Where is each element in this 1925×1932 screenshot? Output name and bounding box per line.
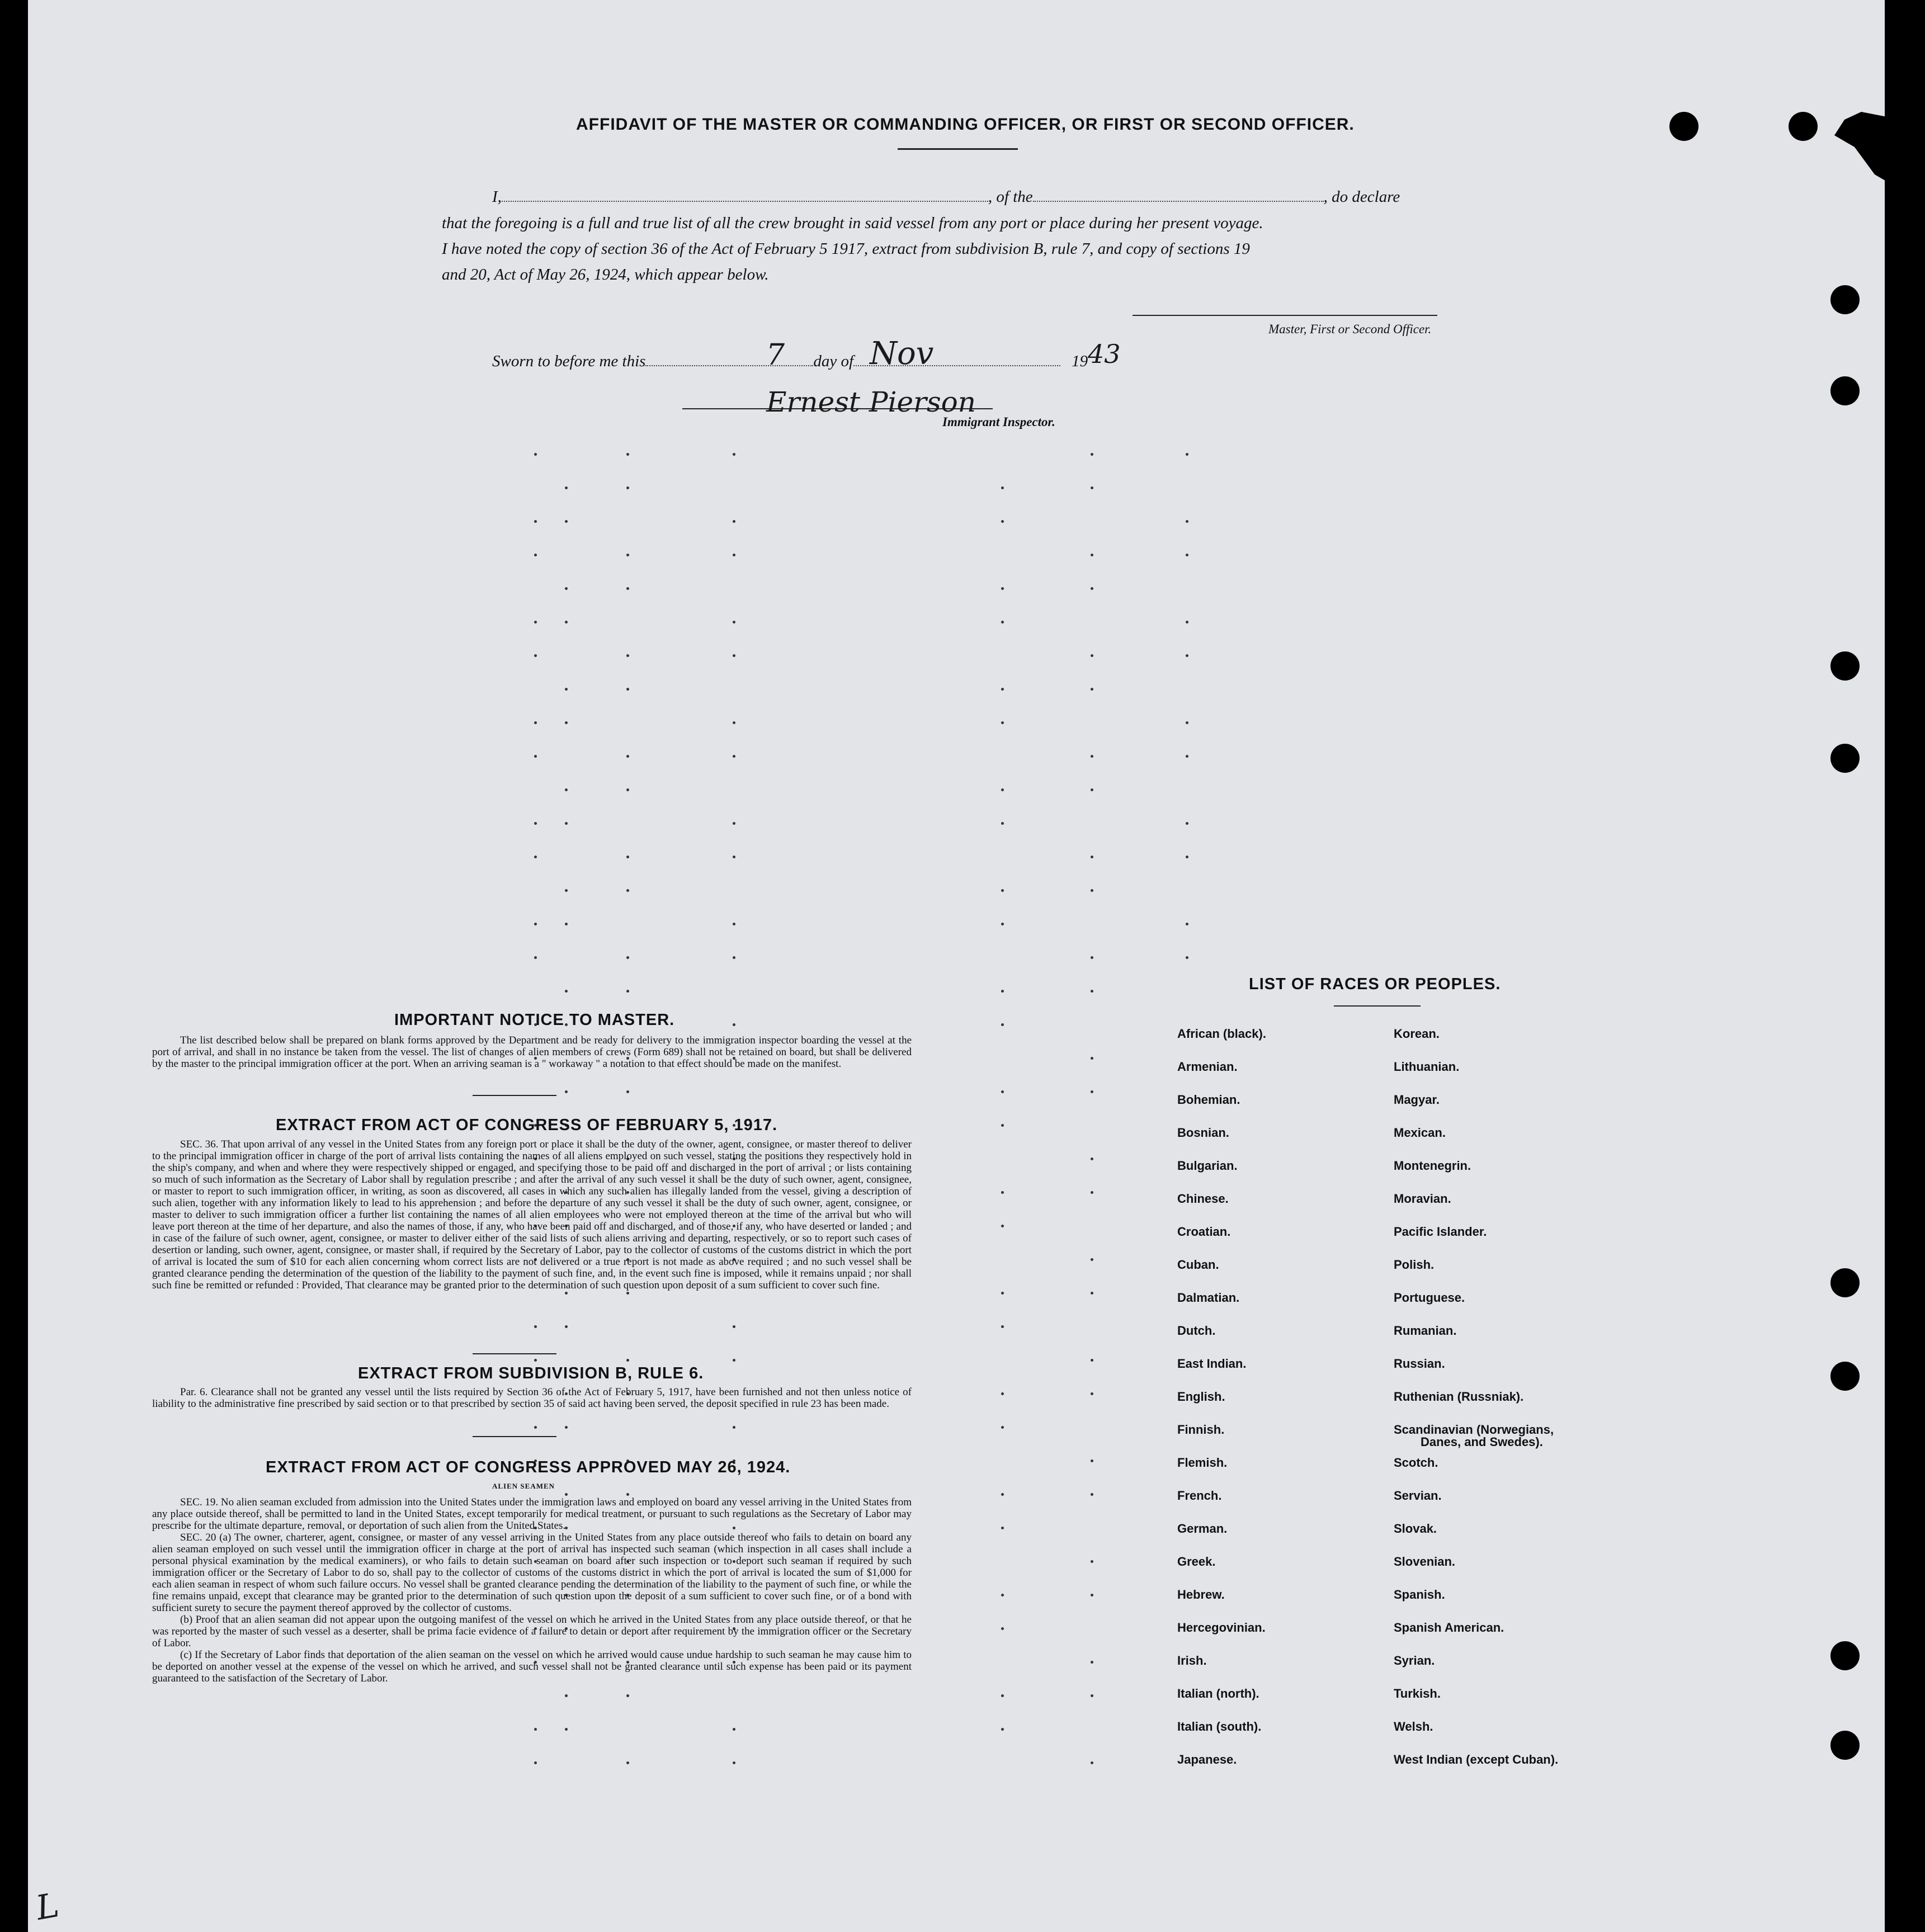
dot: [1186, 822, 1188, 825]
dot: [1186, 554, 1188, 556]
dot: [1001, 1426, 1004, 1429]
races-title-rule: [1334, 1005, 1421, 1007]
dot: [626, 755, 629, 758]
dot: [1091, 1493, 1093, 1496]
dot: [1091, 788, 1093, 791]
race-item: Irish.: [1177, 1654, 1207, 1668]
dot: [1001, 1493, 1004, 1496]
dot: [1091, 1661, 1093, 1664]
dot: [1091, 1090, 1093, 1093]
race-item: Bulgarian.: [1177, 1159, 1238, 1173]
dot: [1001, 923, 1004, 925]
affidavit-line-1: [442, 188, 1400, 206]
dot: [626, 1292, 629, 1295]
dot: [1001, 1728, 1004, 1731]
dot: [1091, 1694, 1093, 1697]
race-item: Spanish American.: [1394, 1621, 1504, 1635]
sworn-month-handwritten: Nov: [870, 336, 934, 372]
dot: [1091, 956, 1093, 959]
race-item: Servian.: [1394, 1489, 1442, 1503]
dot: [1091, 1761, 1093, 1764]
dot: [1001, 889, 1004, 892]
dot: [626, 1090, 629, 1093]
affidavit-line-3: I have noted the copy of section 36 of the Act of February 5 1917, extract from subdivision B, rule 7, and copy of sections 19: [442, 240, 1250, 258]
dot: [534, 1728, 537, 1731]
dot: [534, 1359, 537, 1362]
dot: [565, 990, 568, 993]
dot: [1091, 1359, 1093, 1362]
affidavit-line-4: and 20, Act of May 26, 1924, which appear below.: [442, 266, 769, 284]
dot: [1091, 1560, 1093, 1563]
race-item: Armenian.: [1177, 1060, 1238, 1074]
punch-hole-icon: [1830, 1641, 1860, 1670]
dot: [1091, 889, 1093, 892]
dot: [1091, 1057, 1093, 1060]
dot: [1186, 956, 1188, 959]
race-item: Bohemian.: [1177, 1093, 1240, 1107]
dot: [534, 856, 537, 858]
races-title: LIST OF RACES OR PEOPLES.: [1249, 975, 1501, 993]
race-item: Scandinavian (Norwegians,: [1394, 1423, 1554, 1437]
sworn-line: [492, 352, 1088, 371]
race-item: Lithuanian.: [1394, 1060, 1460, 1074]
dot: [565, 688, 568, 691]
race-item: Polish.: [1394, 1258, 1435, 1272]
dot: [733, 721, 735, 724]
race-item: Slovenian.: [1394, 1555, 1456, 1569]
dot: [733, 1023, 735, 1026]
race-item: Syrian.: [1394, 1654, 1435, 1668]
dot: [565, 587, 568, 590]
dot: [733, 1325, 735, 1328]
dot: [534, 956, 537, 959]
race-item: Hercegovinian.: [1177, 1621, 1266, 1635]
dot: [733, 956, 735, 959]
race-item: African (black).: [1177, 1027, 1266, 1041]
dot: [534, 654, 537, 657]
dot: [1001, 1124, 1004, 1127]
rule-6-title: EXTRACT FROM SUBDIVISION B, RULE 6.: [358, 1364, 704, 1382]
year-prefix: 19: [1072, 352, 1088, 370]
dot: [565, 923, 568, 925]
dot: [1091, 554, 1093, 556]
dot: [534, 755, 537, 758]
rule-6-body: Par. 6. Clearance shall not be granted any vessel until the lists required by Section 36 of the Act of February 5, 1917, have been furnished and not then unless notice of liability to the administrative fine prescribed by said section or to that prescribed by section 35 of said act having been served, the deposit specified in rule 23 has been made.: [152, 1386, 912, 1410]
punch-hole-icon: [1789, 112, 1818, 141]
affidavit-i: I,: [492, 188, 502, 206]
dot: [534, 1426, 537, 1429]
dot: [534, 621, 537, 623]
race-item: Montenegrin.: [1394, 1159, 1471, 1173]
dot: [626, 1694, 629, 1697]
dot: [1186, 923, 1188, 925]
dot: [565, 1292, 568, 1295]
race-item: Cuban.: [1177, 1258, 1219, 1272]
master-caption: Master, First or Second Officer.: [1268, 322, 1432, 336]
race-item: Dutch.: [1177, 1324, 1216, 1338]
dot: [565, 1694, 568, 1697]
race-item: Scotch.: [1394, 1456, 1438, 1470]
race-item: Spanish.: [1394, 1588, 1445, 1602]
dot: [1186, 520, 1188, 523]
dot: [733, 1761, 735, 1764]
dot: [626, 486, 629, 489]
inspector-caption: Immigrant Inspector.: [942, 415, 1055, 429]
dot: [1186, 856, 1188, 858]
race-item: Bosnian.: [1177, 1126, 1229, 1140]
punch-hole-icon: [1830, 285, 1860, 314]
dot: [733, 755, 735, 758]
dot: [626, 788, 629, 791]
dot: [565, 1728, 568, 1731]
dot: [1091, 1258, 1093, 1261]
race-item: Slovak.: [1394, 1522, 1437, 1536]
race-item: Turkish.: [1394, 1687, 1441, 1700]
dot: [733, 621, 735, 623]
race-item: Italian (north).: [1177, 1687, 1259, 1700]
dot: [565, 889, 568, 892]
affidavit-title: AFFIDAVIT OF THE MASTER OR COMMANDING OFFICER, OR FIRST OR SECOND OFFICER.: [576, 115, 1355, 134]
punch-hole-icon: [1830, 744, 1860, 773]
dot: [626, 1761, 629, 1764]
extract-1924-body: SEC. 19. No alien seaman excluded from admission into the United States under the immigration laws and employed on board any vessel arriving in the United States from any place outside thereof, shall be permitted to land in the United States, except temporarily for medical treatment, or pursuant to such regulations as the Secretary of Labor may prescribe for the ultimate departure, removal, or deportation of such alien from the United States. SEC. 20 (a) The owner, charterer, agent, consignee, or master of any vessel arriving in the United States from any place outside thereof who fails to detain on board any alien seaman employed on such vessel until the immigration officer in charge at the port of arrival has inspected such seaman (which inspection in all cases shall include a personal physical examination by the medical examiners), or who fails to detain such seaman on board after such inspection or to deport such seaman if required by such immigration officer or the Secretary of Labor to do so, shall pay to the collector of customs of the customs district in which the port of arrival is located the sum of $1,000 for each alien seaman in respect of whom such failure occurs. No vessel shall be granted clearance pending the determination of the liability to the payment of such fine, or while the fine remains unpaid, except that clearance may be granted prior to the determination of such question upon the deposit of a sum sufficient to cover such fine, or of a bond with sufficient surety to secure the payment thereof approved by the collector of customs. (b) Proof that an alien seaman did not appear upon the outgoing manifest of the vessel on which he arrived in the United States from any place outside thereof, or that he was reported by the master of such vessel as a deserter, shall be prima facie evidence of a failure to detain or deport after requirement by the immigration officer or the Secretary of Labor. (c) If the Secretary of Labor finds that deportation of the alien seaman on the vessel on which he arrived would cause undue hardship to such seaman he may cause him to be deported on another vessel at the expense of the vessel on which he arrived, and such vessel shall not be granted clearance until such expense has been paid or its payment guaranteed to the satisfaction of the Secretary of Labor.: [152, 1496, 912, 1684]
dot: [1186, 721, 1188, 724]
affidavit-do-declare: , do declare: [1323, 188, 1400, 206]
dot: [733, 923, 735, 925]
dot: [626, 1493, 629, 1496]
race-item: Italian (south).: [1177, 1720, 1262, 1733]
dot: [1001, 822, 1004, 825]
dot: [1091, 990, 1093, 993]
dot: [1001, 1627, 1004, 1630]
margin-mark: L: [33, 1886, 62, 1928]
affidavit-line-2: that the foregoing is a full and true list of all the crew brought in said vessel from any port or place during her present voyage.: [442, 214, 1263, 232]
dot: [565, 1493, 568, 1496]
notice-rule: [473, 1095, 556, 1096]
extract-1917-title: EXTRACT FROM ACT OF CONGRESS OF FEBRUARY 5, 1917.: [276, 1116, 778, 1134]
race-item: Welsh.: [1394, 1720, 1433, 1733]
race-item: Dalmatian.: [1177, 1291, 1240, 1305]
dot: [1001, 1594, 1004, 1596]
dot: [626, 453, 629, 456]
race-item: Finnish.: [1177, 1423, 1225, 1437]
dot: [534, 554, 537, 556]
dot: [1091, 1292, 1093, 1295]
sworn-day-handwritten: 7: [766, 338, 785, 372]
inspector-signature: Ernest Pierson: [766, 386, 976, 418]
dot: [1001, 486, 1004, 489]
dot: [1186, 621, 1188, 623]
race-item: Portuguese.: [1394, 1291, 1465, 1305]
dot: [1091, 1392, 1093, 1395]
race-item: East Indian.: [1177, 1357, 1247, 1371]
dot: [1001, 688, 1004, 691]
punch-hole-icon: [1830, 1268, 1860, 1297]
dot: [733, 856, 735, 858]
extract-1924-title: EXTRACT FROM ACT OF CONGRESS APPROVED MAY 26, 1924.: [266, 1458, 791, 1476]
affidavit-of-the: , of the: [988, 188, 1033, 206]
race-item: Hebrew.: [1177, 1588, 1225, 1602]
dot: [1001, 990, 1004, 993]
notice-body: The list described below shall be prepared on blank forms approved by the Department and be ready for delivery to the immigration inspector boarding the vessel at the port of arrival, and shall in no instance be taken from the vessel. The list of changes of alien members of crews (Form 689) shall not be retained on board, but shall be delivered by the master to the principal immigration officer at the port. When an arriving seaman is a " workaway " a notation to that effect should be made on the manifest.: [152, 1035, 912, 1070]
dot: [534, 1761, 537, 1764]
vessel-blank: [1033, 190, 1324, 202]
day-of-label: day of: [813, 352, 854, 370]
sworn-label: Sworn to before me this: [492, 352, 646, 370]
dot: [1091, 1594, 1093, 1596]
dot: [565, 822, 568, 825]
dot: [733, 453, 735, 456]
dot: [1001, 1023, 1004, 1026]
dot: [626, 554, 629, 556]
dot: [534, 520, 537, 523]
dot: [1091, 486, 1093, 489]
dot: [565, 1090, 568, 1093]
dot: [1091, 1459, 1093, 1462]
race-item: French.: [1177, 1489, 1222, 1503]
race-item: Mexican.: [1394, 1126, 1446, 1140]
race-item: Greek.: [1177, 1555, 1216, 1569]
race-item: English.: [1177, 1390, 1225, 1404]
race-item: German.: [1177, 1522, 1228, 1536]
race-item: Korean.: [1394, 1027, 1440, 1041]
dot: [1091, 453, 1093, 456]
dot: [1091, 856, 1093, 858]
dot: [626, 856, 629, 858]
dot: [1186, 654, 1188, 657]
dot: [1186, 755, 1188, 758]
punch-hole-icon: [1830, 1362, 1860, 1391]
dot: [565, 1426, 568, 1429]
dot: [733, 822, 735, 825]
dot: [1001, 1090, 1004, 1093]
dot: [733, 1728, 735, 1731]
dot: [626, 990, 629, 993]
dot: [1001, 1325, 1004, 1328]
race-item: Croatian.: [1177, 1225, 1231, 1239]
dot: [1091, 688, 1093, 691]
punch-hole-icon: [1830, 376, 1860, 405]
punch-hole-icon: [1669, 112, 1698, 141]
alien-seamen-subtitle: ALIEN SEAMEN: [492, 1482, 555, 1490]
dot: [626, 654, 629, 657]
dot: [534, 923, 537, 925]
dot: [1001, 520, 1004, 523]
dot: [565, 788, 568, 791]
notice-title: IMPORTANT NOTICE TO MASTER.: [394, 1011, 675, 1029]
dot: [1001, 1392, 1004, 1395]
dot: [1001, 621, 1004, 623]
title-underline: [898, 148, 1018, 150]
dot: [1001, 587, 1004, 590]
dot: [565, 1325, 568, 1328]
dot: [1001, 1191, 1004, 1194]
dot: [565, 621, 568, 623]
year-suffix-handwritten: 43: [1088, 339, 1121, 369]
dot: [626, 587, 629, 590]
dot: [1091, 755, 1093, 758]
dot: [733, 1426, 735, 1429]
dot: [1001, 1527, 1004, 1529]
race-item: Japanese.: [1177, 1753, 1237, 1766]
dot: [1091, 587, 1093, 590]
race-item: Rumanian.: [1394, 1324, 1457, 1338]
extract-1917-rule: [473, 1353, 556, 1354]
dot: [1001, 1225, 1004, 1227]
dot: [626, 1359, 629, 1362]
dot: [534, 1325, 537, 1328]
dot: [565, 520, 568, 523]
dot: [1001, 788, 1004, 791]
master-signature-line: [1133, 315, 1437, 316]
race-item: Russian.: [1394, 1357, 1445, 1371]
dot: [733, 554, 735, 556]
punch-hole-icon: [1830, 1731, 1860, 1760]
race-item: West Indian (except Cuban).: [1394, 1753, 1559, 1766]
punch-hole-icon: [1830, 651, 1860, 681]
dot: [534, 822, 537, 825]
dot: [534, 453, 537, 456]
dot: [1001, 1292, 1004, 1295]
race-item: Pacific Islander.: [1394, 1225, 1487, 1239]
race-item: Moravian.: [1394, 1192, 1451, 1206]
dot: [1091, 654, 1093, 657]
dot: [1001, 721, 1004, 724]
dot: [565, 721, 568, 724]
rule-6-rule: [473, 1436, 556, 1437]
dot: [626, 889, 629, 892]
dot: [626, 956, 629, 959]
dot: [733, 520, 735, 523]
dot: [534, 721, 537, 724]
race-item: Magyar.: [1394, 1093, 1440, 1107]
race-item: Danes, and Swedes).: [1421, 1435, 1543, 1449]
race-item: Flemish.: [1177, 1456, 1228, 1470]
race-item: Ruthenian (Russniak).: [1394, 1390, 1524, 1404]
dot: [1001, 1694, 1004, 1697]
race-item: Chinese.: [1177, 1192, 1229, 1206]
dot: [1186, 453, 1188, 456]
extract-1917-body: SEC. 36. That upon arrival of any vessel in the United States from any foreign port or place it shall be the duty of the owner, agent, consignee, or master thereof to deliver to the principal immigration officer in charge of the port of arrival lists containing the names of all aliens employed on such vessel, stating the positions they respectively hold in the ship's company, and when and where they were respectively shipped or engaged, and specifying those to be paid off and discharged in the port of arrival ; or lists containing so much of such information as the Secretary of Labor shall by regulation prescribe ; and after the arrival of any such vessel it shall be the duty of such owner, agent, consignee, or master to report to such immigration officer, in writing, as soon as discovered, all cases in which any such alien has illegally landed from the vessel, giving a description of such alien, together with any information likely to lead to his apprehension ; and before the departure of any such vessel it shall be the duty of such owner, agent, consignee, or master to deliver to such immigration officer a further list containing the names of all alien employees who were not employed thereon at the time of the arrival but who will leave port thereon at the time of her departure, and also the names of those, if any, who have been paid off and discharged, and of those, if any, who have deserted or landed ; and in case of the failure of such owner, agent, consignee, or master to deliver either of the said lists of such aliens arriving and departing, respectively, or so to report such cases of desertion or landing, such owner, agent, consignee, or master shall, if required by the Secretary of Labor, pay to the collector of customs of the customs district in which the port of arrival is located the sum of $10 for each alien concerning whom correct lists are not delivered or a true report is not made as above required ; and no such vessel shall be granted clearance pending the determination of the question of the liability to the payment of such fine, and, in the event such fine is imposed, while it remains unpaid ; nor shall such fine be remitted or refunded : Provided, That clearance may be granted prior to the determination of such question upon deposit of a sum sufficient to cover such fine.: [152, 1139, 912, 1291]
dot: [1091, 1158, 1093, 1160]
dot: [626, 688, 629, 691]
dot: [1091, 1191, 1093, 1194]
name-blank: [502, 190, 988, 202]
dot: [565, 486, 568, 489]
dot: [733, 1359, 735, 1362]
dot: [733, 654, 735, 657]
